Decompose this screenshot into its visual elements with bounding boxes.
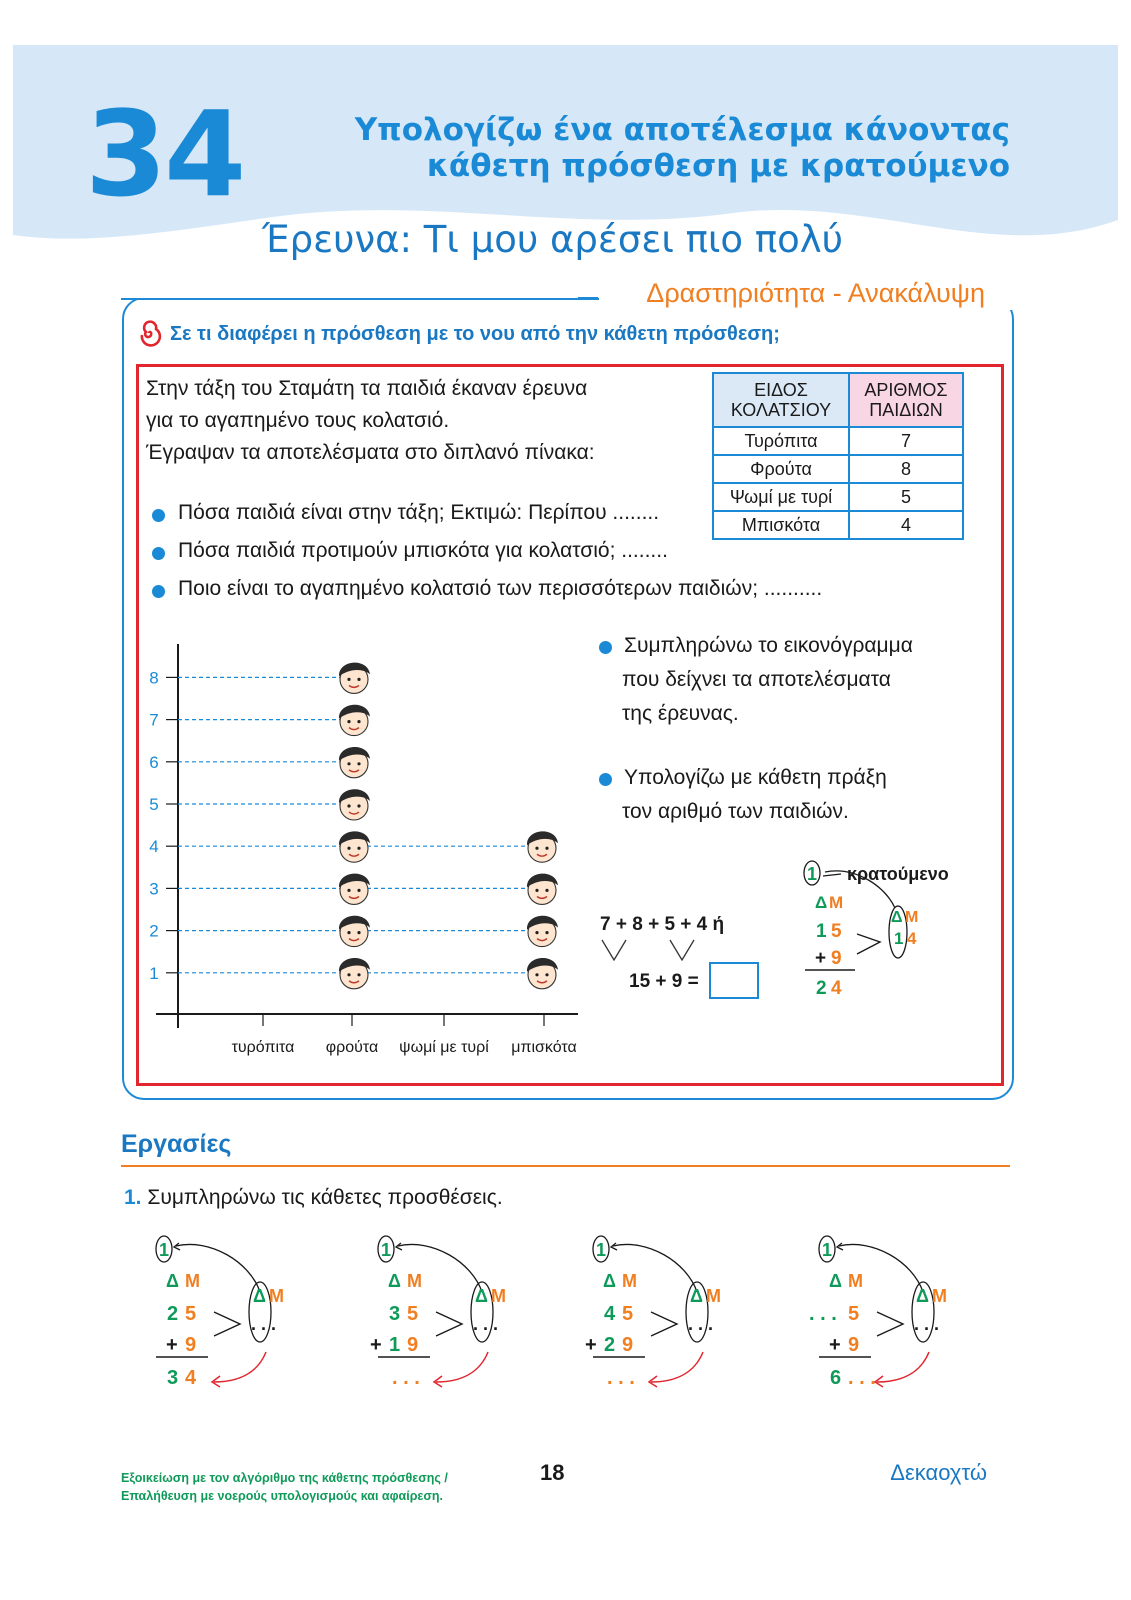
carry-digit: 1 <box>822 1240 833 1260</box>
result-units: . . . <box>392 1367 420 1389</box>
intro-line3: Έγραψαν τα αποτελέσματα στο διπλανό πίνακα: <box>146 441 595 464</box>
section-label: Δραστηριότητα - Ανακάλυψη <box>646 278 985 308</box>
y-tick-label: 4 <box>149 837 159 857</box>
header-text: ΕΙΔΟΣ <box>754 380 808 400</box>
units-label: Μ <box>829 893 844 912</box>
vertical-addition-problem <box>372 1232 532 1402</box>
table-cell-count: 8 <box>849 455 963 483</box>
tens-label: Δ <box>815 893 828 912</box>
tens-label: Δ <box>829 1271 842 1291</box>
carry-label: κρατούμενο <box>847 864 949 884</box>
addend1-tens: 1 <box>816 921 827 942</box>
activity-question: Σε τι διαφέρει η πρόσθεση με το νου από την κάθετη πρόσθεση; <box>170 323 780 345</box>
table-header-count <box>849 373 963 427</box>
child-face-icon <box>527 916 558 947</box>
side-units-label: Μ <box>905 909 919 926</box>
table-row <box>713 483 963 511</box>
y-tick-label: 5 <box>149 795 159 814</box>
result-units: . . . <box>607 1367 635 1389</box>
side-tens-label: Δ <box>891 909 903 926</box>
vertical-addition-problem <box>150 1232 310 1402</box>
table-cell-name: Ψωμί με τυρί <box>713 483 849 511</box>
table-row <box>713 511 963 539</box>
addend1-units: 5 <box>848 1303 860 1325</box>
question-biscuits: Πόσα παιδιά προτιμούν μπισκότα για κολατσιό; ........ <box>178 539 668 562</box>
page-number: 18 <box>540 1460 565 1485</box>
plus-sign: + <box>815 948 827 969</box>
side-tens-label: Δ <box>253 1286 266 1306</box>
child-face-icon <box>339 916 370 947</box>
bullet-dot <box>152 509 165 522</box>
plus-sign: + <box>585 1334 597 1356</box>
addend2-units: 9 <box>848 1334 860 1356</box>
addend2-units: 9 <box>622 1334 634 1356</box>
snack-table <box>712 372 964 540</box>
task-number: 1. <box>124 1186 142 1209</box>
frame-top-line <box>121 298 599 300</box>
side-units: 4 <box>907 929 917 948</box>
plus-sign: + <box>829 1334 841 1356</box>
addend1-tens: 2 <box>167 1303 179 1325</box>
bullet-dot <box>152 585 165 598</box>
intro-line2: για το αγαπημένο τους κολατσιό. <box>146 409 450 432</box>
table-cell-name: Φρούτα <box>713 455 849 483</box>
x-tick-label: ψωμί με τυρί <box>399 1039 489 1056</box>
x-tick-label: μπισκότα <box>511 1039 577 1056</box>
side-tens-label: Δ <box>690 1286 703 1306</box>
page-number-word: Δεκαοχτώ <box>890 1460 987 1485</box>
addend1-tens: . . . <box>809 1303 837 1325</box>
table-header-type <box>713 373 849 427</box>
side-answer: . . . <box>251 1314 277 1334</box>
child-face-icon <box>339 663 370 694</box>
question-favourite: Ποιο είναι το αγαπημένο κολατσιό των περισσότερων παιδιών; .......... <box>178 577 823 600</box>
tens-label: Δ <box>388 1271 401 1291</box>
tasks-rule <box>121 1165 1010 1167</box>
addend1-tens: 3 <box>389 1303 401 1325</box>
addend1-units: 5 <box>622 1303 634 1325</box>
header-text: ΠΑΙΔΙΩΝ <box>869 400 943 420</box>
child-face-icon <box>527 831 558 862</box>
footer-curriculum-note <box>121 1469 448 1505</box>
grouping-marks <box>600 938 710 964</box>
child-face-icon <box>527 958 558 989</box>
bullet-dot <box>152 547 165 560</box>
table-row <box>713 427 963 455</box>
y-tick-label: 7 <box>149 710 159 730</box>
intro-line1: Στην τάξη του Σταμάτη τα παιδιά έκαναν έρευνα <box>146 377 588 400</box>
carry-digit: 1 <box>159 1240 170 1260</box>
x-tick-label: φρούτα <box>325 1039 379 1056</box>
y-tick-label: 6 <box>149 752 159 772</box>
question-estimate: Πόσα παιδιά είναι στην τάξη; Εκτιμώ: Περίπου ........ <box>178 501 660 524</box>
side-tens-label: Δ <box>475 1286 488 1306</box>
vertical-addition-example <box>795 856 965 1006</box>
page-title-line2: κάθετη πρόσθεση με κρατούμενο <box>426 148 1010 184</box>
answer-box[interactable] <box>709 962 759 999</box>
result-tens: 6 <box>830 1367 842 1389</box>
instruction-vertical-l2: τον αριθμό των παιδιών. <box>622 800 849 823</box>
units-label: Μ <box>185 1271 200 1291</box>
tens-label: Δ <box>166 1271 179 1291</box>
addend1-tens: 4 <box>604 1303 616 1325</box>
mental-sum: 15 + 9 = <box>629 971 699 992</box>
instruction-pictogram-l3: της έρευνας. <box>622 702 739 725</box>
tasks-heading: Εργασίες <box>121 1130 232 1158</box>
x-tick-label: τυρόπιτα <box>231 1039 295 1056</box>
bullet-dot <box>599 641 612 654</box>
side-units-label: Μ <box>706 1286 721 1306</box>
addend2-units: 9 <box>407 1334 419 1356</box>
header-text: ΑΡΙΘΜΟΣ <box>864 380 948 400</box>
result-units: 4 <box>831 978 842 999</box>
instruction-pictogram-l2: που δείχνει τα αποτελέσματα <box>622 668 891 691</box>
instruction-vertical-l1: Υπολογίζω με κάθετη πράξη <box>624 766 887 789</box>
y-tick-label: 2 <box>149 921 159 941</box>
carry-digit: 1 <box>381 1240 392 1260</box>
task-text: Συμπληρώνω τις κάθετες προσθέσεις. <box>147 1186 503 1209</box>
side-tens-label: Δ <box>916 1286 929 1306</box>
page-title-line1: Υπολογίζω ένα αποτέλεσμα κάνοντας <box>354 112 1010 148</box>
footer-line: Εξοικείωση με τον αλγόριθμο της κάθετης πρόσθεσης / <box>121 1471 448 1485</box>
task1-instruction <box>124 1186 503 1210</box>
addend2-units: 9 <box>185 1334 197 1356</box>
plus-sign: + <box>166 1334 178 1356</box>
table-cell-count: 4 <box>849 511 963 539</box>
result-tens: 2 <box>816 978 827 999</box>
addend1-units: 5 <box>185 1303 197 1325</box>
side-units-label: Μ <box>269 1286 284 1306</box>
addend2-tens: 1 <box>389 1334 401 1356</box>
page-subtitle: Έρευνα: Τι μου αρέσει πιο πολύ <box>262 218 844 261</box>
side-units-label: Μ <box>932 1286 947 1306</box>
addend2-units: 9 <box>831 948 842 969</box>
child-face-icon <box>339 705 370 736</box>
y-tick-label: 8 <box>149 668 159 688</box>
table-cell-count: 7 <box>849 427 963 455</box>
y-tick-label: 1 <box>149 963 159 983</box>
units-label: Μ <box>622 1271 637 1291</box>
carry-digit: 1 <box>806 864 818 884</box>
table-cell-name: Τυρόπιτα <box>713 427 849 455</box>
table-cell-count: 5 <box>849 483 963 511</box>
plus-sign: + <box>370 1334 382 1356</box>
child-face-icon <box>339 831 370 862</box>
carry-digit: 1 <box>596 1240 607 1260</box>
lesson-number: 34 <box>85 85 244 223</box>
tens-label: Δ <box>603 1271 616 1291</box>
footer-line: Επαλήθευση με νοερούς υπολογισμούς και αφαίρεση. <box>121 1489 444 1503</box>
table-row <box>713 455 963 483</box>
addend1-units: 5 <box>407 1303 419 1325</box>
table-cell-name: Μπισκότα <box>713 511 849 539</box>
side-answer: . . . <box>914 1314 940 1334</box>
task1-problems <box>150 1232 970 1402</box>
side-answer: . . . <box>473 1314 499 1334</box>
addend1-units: 5 <box>831 921 842 942</box>
pictogram-chart <box>138 630 598 1070</box>
child-face-icon <box>339 958 370 989</box>
units-label: Μ <box>848 1271 863 1291</box>
spiral-icon <box>138 321 162 345</box>
child-face-icon <box>339 874 370 905</box>
child-face-icon <box>339 789 370 820</box>
child-face-icon <box>339 747 370 778</box>
result-units: 4 <box>185 1367 197 1389</box>
side-tens: 1 <box>894 929 904 948</box>
vertical-addition-problem <box>587 1232 747 1402</box>
bullet-dot <box>599 773 612 786</box>
header-text: ΚΟΛΑΤΣΙΟΥ <box>730 400 832 420</box>
child-face-icon <box>527 874 558 905</box>
result-tens: 3 <box>167 1367 179 1389</box>
result-units: . . . <box>848 1367 876 1389</box>
addend2-tens: 2 <box>604 1334 616 1356</box>
side-answer: . . . <box>688 1314 714 1334</box>
y-tick-label: 3 <box>149 879 159 899</box>
instruction-pictogram-l1: Συμπληρώνω το εικονόγραμμα <box>624 634 913 657</box>
units-label: Μ <box>407 1271 422 1291</box>
vertical-addition-problem <box>809 1232 973 1402</box>
mental-expression: 7 + 8 + 5 + 4 ή <box>600 914 725 935</box>
side-units-label: Μ <box>491 1286 506 1306</box>
